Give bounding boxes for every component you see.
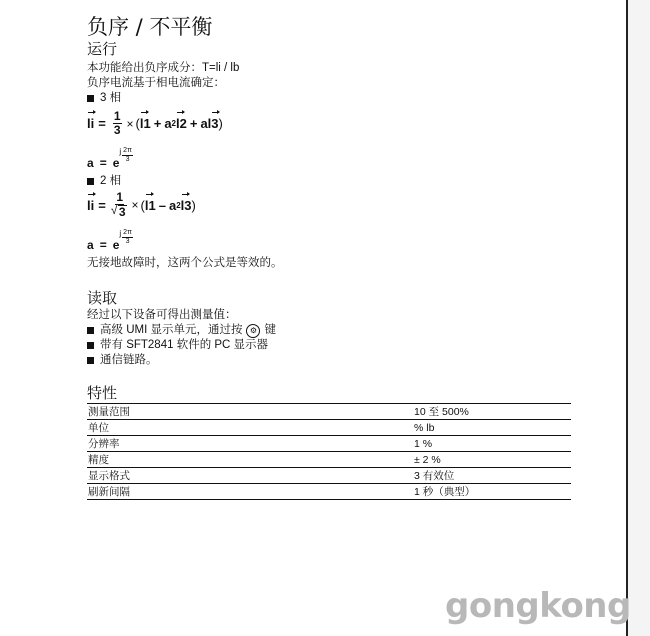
row-value: 10 至 500%	[414, 404, 571, 420]
two-phase-label: 2 相	[87, 174, 577, 189]
row-value: ± 2 %	[414, 452, 571, 468]
formula2-fraction: 1 √ 3	[113, 191, 127, 219]
formula3-al: al	[200, 116, 212, 131]
characteristics-heading: 特性	[87, 384, 118, 402]
formula-three-phase	[87, 110, 577, 137]
reading-intro: 经过以下设备可得出测量值：	[87, 309, 237, 321]
bullet-square-icon	[87, 178, 94, 185]
row-label: 刷新间隔	[87, 484, 414, 500]
table-row	[87, 404, 571, 420]
table-row	[87, 436, 571, 452]
row-label: 显示格式	[87, 468, 414, 484]
formula3-a: a	[164, 116, 172, 131]
operation-heading: 运行	[87, 40, 118, 58]
document-body	[87, 14, 577, 500]
formula3-plus2: +	[189, 116, 198, 131]
reading-bullet-pc: 带有 SFT2841 软件的 PC 显示器	[87, 338, 577, 353]
formula3-close: )	[218, 116, 223, 131]
a-definition-1: a = e j $\frac{2\pi}{3}$	[87, 147, 132, 170]
a-definition-2: a = e j $\frac{2\pi}{3}$	[87, 229, 132, 252]
formula2-term1: l1	[144, 197, 156, 213]
umi-key-icon: ⚙	[246, 324, 260, 338]
formula-two-phase	[87, 191, 577, 219]
table-row	[87, 452, 571, 468]
reading-bullet-comm: 通信链路。	[87, 353, 577, 368]
bullet-square-icon	[87, 95, 94, 102]
equivalence-note: 无接地故障时，这两个公式是等效的。	[87, 257, 283, 269]
formula3-times: ×	[126, 116, 134, 131]
formula3-open: (	[135, 116, 140, 131]
characteristics-table	[87, 403, 571, 500]
row-label: 精度	[87, 452, 414, 468]
formula2-lhs: li	[87, 197, 95, 213]
reading-bullet-umi: 高级 UMI 显示单元，通过按 ⚙ 键	[87, 323, 577, 338]
three-phase-label: 3 相	[87, 91, 577, 106]
row-label: 分辨率	[87, 436, 414, 452]
bullet-square-icon	[87, 327, 94, 334]
formula2-term3: l3	[180, 197, 192, 213]
gongkong-watermark: gongkong	[445, 586, 631, 626]
operation-line2: 负序电流基于相电流确定：	[87, 77, 225, 89]
row-value: 3 有效位	[414, 468, 571, 484]
formula2-times: ×	[131, 198, 139, 212]
bullet-square-icon	[87, 357, 94, 364]
page-title: 负序 / 不平衡	[87, 15, 213, 39]
formula2-eq: =	[98, 197, 106, 213]
formula2-exp: 2	[176, 200, 181, 210]
reading-heading: 读取	[87, 289, 118, 307]
table-row	[87, 484, 571, 500]
row-label: 单位	[87, 420, 414, 436]
formula3-plus1: +	[153, 116, 162, 131]
table-row	[87, 420, 571, 436]
bullet-square-icon	[87, 342, 94, 349]
formula3-term1: l1	[139, 116, 151, 131]
formula3-fraction: $\frac{1}{3}$	[113, 109, 121, 137]
formula2-minus: –	[158, 197, 166, 213]
row-value: 1 %	[414, 436, 571, 452]
formula3-eq: =	[98, 116, 106, 131]
table-row	[87, 468, 571, 484]
formula2-a: a	[168, 197, 177, 213]
formula2-close: )	[191, 197, 196, 213]
operation-line1: 本功能给出负序成分：T=li / lb	[87, 62, 240, 74]
row-value: % lb	[414, 420, 571, 436]
formula2-open: (	[140, 197, 145, 213]
formula3-lhs: li	[87, 116, 95, 131]
page-margin	[628, 0, 650, 636]
row-label: 测量范围	[87, 404, 414, 420]
formula3-term2: l2	[176, 116, 187, 131]
row-value: 1 秒（典型）	[414, 484, 571, 500]
formula3-exp: 2	[171, 119, 176, 128]
formula3-term3: 3	[211, 116, 219, 131]
